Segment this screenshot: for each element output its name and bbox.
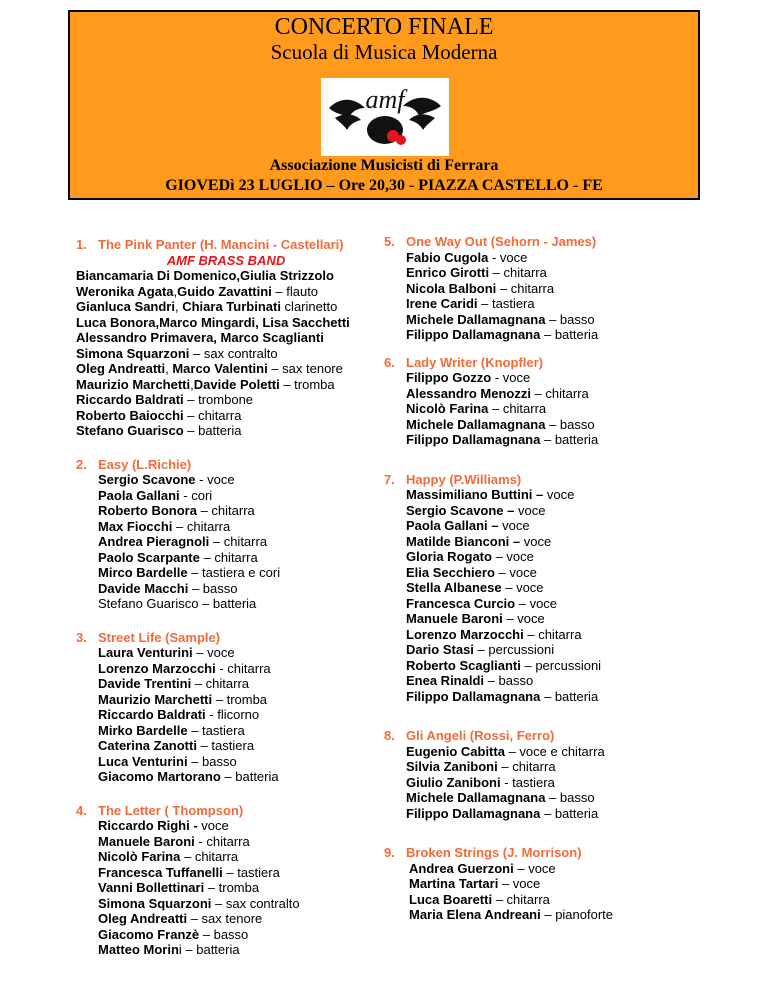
performer-name: Sergio Scavone <box>98 472 196 487</box>
performer-line <box>384 744 664 760</box>
performer-line <box>76 423 376 439</box>
performer-role: , <box>173 283 178 299</box>
performer-name: Maurizio Marchetti <box>98 691 213 707</box>
performer-name: Roberto Scaglianti <box>406 657 521 673</box>
performer-line <box>76 661 376 677</box>
performer-name: Oleg Andreatti <box>76 361 166 376</box>
performer-role: i – batteria <box>178 942 240 957</box>
performer-role: – tastiera <box>222 864 280 880</box>
performer-role: – chitarra <box>209 534 268 549</box>
performer-role: – chitarra <box>196 503 255 518</box>
program-left-column <box>76 237 376 958</box>
performer-role: – chitarra <box>523 626 582 642</box>
song-title-text: One Way Out (Sehorn - James) <box>406 234 597 249</box>
performer-name: Nicolò Farina <box>406 401 489 416</box>
concert-title: CONCERTO FINALE <box>274 14 494 40</box>
performer-line <box>384 658 664 674</box>
performer-name: Manuele Baroni <box>98 833 195 849</box>
performer-role: – chitarra <box>497 759 556 774</box>
song-block-8 <box>384 728 664 821</box>
performer-name: Max Fiocchi <box>98 518 173 534</box>
performer-role: , <box>190 376 194 392</box>
performer-name: Elia Secchiero <box>406 564 495 580</box>
performer-role: – voce <box>491 549 534 564</box>
performer-name: Paola Gallani <box>98 487 180 503</box>
performer-line <box>384 876 664 892</box>
performer-role: – chitarra <box>183 407 242 423</box>
performer-line <box>76 392 376 408</box>
performer-name: Silvia Zaniboni <box>406 759 498 774</box>
performer-line <box>384 503 664 519</box>
performer-name: Guido Zavattini <box>177 283 272 299</box>
song-title-text: The Pink Panter (H. Mancini - Castellari) <box>98 237 344 252</box>
performer-line <box>384 487 664 503</box>
performer-name: Alessandro Primavera, Marco Scaglianti <box>76 330 324 345</box>
performer-role: – sax tenore <box>267 361 343 376</box>
performer-name: Massimiliano Buttini – <box>406 487 544 502</box>
performer-role: voce <box>514 502 546 518</box>
performer-name: Stella Albanese <box>406 580 502 595</box>
performer-name: Riccardo Baldrati <box>76 392 184 407</box>
performer-line <box>76 299 376 315</box>
performer-role: – sax contralto <box>211 895 300 911</box>
performer-line <box>384 689 664 705</box>
performer-role: – tastiera <box>477 296 535 311</box>
performer-name: Michele Dallamagnana <box>406 311 546 327</box>
performer-name: Michele Dallamagnana <box>406 790 546 805</box>
performer-name: Davide Poletti <box>193 376 280 392</box>
performer-role: – tastiera e cori <box>187 565 281 580</box>
performer-role: voce <box>520 533 552 549</box>
song-number: 5. <box>384 234 395 249</box>
performer-role: – chitarra <box>180 849 239 864</box>
performer-name: Andrea Pieragnoli <box>98 534 210 549</box>
song-title <box>384 845 664 861</box>
performer-role: – voce <box>494 564 537 580</box>
performer-role: – percussioni <box>473 642 555 657</box>
song-title-text: Gli Angeli (Rossi, Ferro) <box>406 728 555 743</box>
performer-name: Giacomo Franzè <box>98 926 200 942</box>
performer-role: – chitarra <box>488 401 547 416</box>
performer-role: – voce e chitarra <box>504 743 605 759</box>
performer-name: Biancamaria Di Domenico,Giulia Strizzolo <box>76 268 334 283</box>
performer-role: – basso <box>545 416 595 432</box>
performer-line <box>384 642 664 658</box>
performer-role: – batteria <box>540 432 599 447</box>
performer-role: – batteria <box>540 688 599 704</box>
performer-name: Giacomo Martorano <box>98 769 221 784</box>
performer-role: – batteria <box>540 327 599 342</box>
performer-line <box>384 250 664 266</box>
performer-name: Simona Squarzoni <box>76 345 190 361</box>
amf-logo <box>321 78 449 156</box>
performer-line <box>76 911 376 927</box>
performer-name: Davide Trentini <box>98 676 192 691</box>
performer-name: Riccardo Righi - <box>98 818 202 833</box>
performer-name: Weronika Agata <box>76 283 174 299</box>
performer-line <box>384 611 664 627</box>
performer-name: Matteo Morin <box>98 942 179 957</box>
performer-name: Francesca Curcio <box>406 595 516 611</box>
performer-name: Matilde Bianconi – <box>406 533 521 549</box>
performer-line <box>76 738 376 754</box>
performer-name: Chiara Turbinati <box>182 299 281 314</box>
song-number: 1. <box>76 237 87 252</box>
performer-line <box>384 265 664 281</box>
performer-name: Fabio Cugola <box>406 249 489 265</box>
performer-role: – chitarra <box>492 891 550 907</box>
performer-role: – pianoforte <box>540 907 614 922</box>
performer-role: – chitarra <box>172 518 231 534</box>
performer-role: – basso <box>545 790 595 805</box>
performer-name: Paolo Scarpante <box>98 549 200 565</box>
song-number: 2. <box>76 456 87 472</box>
performer-name: Luca Venturini <box>98 753 188 769</box>
performer-name: Roberto Baiocchi <box>76 407 184 423</box>
song-title <box>76 630 376 646</box>
song-block-1 <box>76 237 376 439</box>
performer-role: – voce <box>501 580 544 595</box>
performer-line <box>76 676 376 692</box>
performer-line <box>76 284 376 300</box>
performer-name: Martina Tartari <box>409 876 499 891</box>
song-number: 9. <box>384 845 395 860</box>
performer-name: Mirko Bardelle <box>98 722 188 738</box>
performer-name: Maurizio Marchetti <box>76 376 191 392</box>
song-title-text: Broken Strings (J. Morrison) <box>406 845 582 860</box>
performer-role: , <box>165 361 173 376</box>
performer-role: – basso <box>484 673 534 688</box>
performer-line <box>384 518 664 534</box>
performer-role: – chitarra <box>489 265 547 280</box>
performer-line <box>384 432 664 448</box>
performer-line <box>76 268 376 284</box>
header-banner <box>68 10 700 200</box>
performer-line <box>384 417 664 433</box>
performer-line <box>76 472 376 488</box>
svg-text:amf: amf <box>365 85 405 114</box>
performer-name: Paola Gallani – <box>406 518 499 533</box>
performer-name: Irene Caridi <box>406 296 478 311</box>
performer-name: Roberto Bonora <box>98 503 197 518</box>
performer-name: Laura Venturini <box>98 645 193 660</box>
performer-name: Luca Boaretti <box>409 891 493 907</box>
performer-name: Sergio Scavone – <box>406 502 515 518</box>
performer-role: – batteria <box>183 423 242 438</box>
song-block-4 <box>76 803 376 958</box>
performer-role: – flauto <box>271 283 319 299</box>
performer-name: Filippo Gozzo <box>406 370 492 385</box>
performer-line <box>384 327 664 343</box>
performer-name: Mirco Bardelle <box>98 565 188 580</box>
performer-name: Oleg Andreatti <box>98 911 188 926</box>
performer-name: Alessandro Menozzi <box>406 385 531 401</box>
performer-line <box>384 370 664 386</box>
performer-role: clarinetto <box>280 299 338 314</box>
program-right-column <box>384 234 664 923</box>
performer-line <box>76 834 376 850</box>
performer-name: Stefano Guarisco <box>76 423 184 438</box>
performer-line <box>76 723 376 739</box>
performer-role: - voce <box>491 370 531 385</box>
performer-line <box>76 330 376 346</box>
song-number: 6. <box>384 354 395 370</box>
performer-line <box>384 806 664 822</box>
performer-line <box>76 361 376 377</box>
performer-role: – basso <box>199 926 249 942</box>
association-name: Associazione Musicisti di Ferrara <box>269 157 499 174</box>
performer-line <box>76 315 376 331</box>
performer-role: - cori <box>179 487 213 503</box>
performer-name: Riccardo Baldrati <box>98 707 206 722</box>
performer-line <box>384 892 664 908</box>
performer-line <box>384 775 664 791</box>
performer-name: Dario Stasi <box>406 642 474 657</box>
performer-line <box>76 565 376 581</box>
performer-line <box>384 790 664 806</box>
performer-line <box>384 673 664 689</box>
performer-name: Michele Dallamagnana <box>406 416 546 432</box>
performer-role: – voce <box>515 595 558 611</box>
performer-line <box>384 549 664 565</box>
performer-role: – chitarra <box>199 549 258 565</box>
performer-name: Lorenzo Marzocchi <box>98 660 216 676</box>
performer-role: , <box>174 299 183 314</box>
performer-role: voce <box>201 818 229 833</box>
song-title-text: Happy (P.Williams) <box>406 471 522 487</box>
performer-line <box>76 596 376 612</box>
performer-name: Marco Valentini <box>172 361 268 376</box>
song-number: 3. <box>76 629 87 645</box>
performer-role: voce <box>498 518 530 533</box>
performer-role: - voce <box>488 249 528 265</box>
performer-role: – chitarra <box>191 676 250 691</box>
performer-name: Enea Rinaldi <box>406 673 485 688</box>
performer-line <box>76 408 376 424</box>
performer-name: Nicolò Farina <box>98 849 181 864</box>
performer-line <box>384 627 664 643</box>
performer-role: – tastiera <box>187 722 245 738</box>
performer-line <box>384 296 664 312</box>
performer-name: Filippo Dallamagnana <box>406 432 541 447</box>
performer-line <box>76 519 376 535</box>
performer-role: - flicorno <box>205 707 260 722</box>
performer-name: Filippo Dallamagnana <box>406 805 541 821</box>
performer-line <box>76 942 376 958</box>
performer-name: Caterina Zanotti <box>98 738 197 753</box>
performer-line <box>76 880 376 896</box>
performer-role: - chitarra <box>215 660 271 676</box>
performer-name: Andrea Guerzoni <box>409 860 514 876</box>
song-title-text: Lady Writer (Knopfler) <box>406 354 543 370</box>
performer-role: - tastiera <box>500 774 555 790</box>
performer-role: – voce <box>192 645 235 660</box>
amf-logo-icon <box>321 78 449 156</box>
school-subtitle: Scuola di Musica Moderna <box>270 40 498 64</box>
performer-role: – tastiera <box>196 738 255 753</box>
performer-name: Davide Macchi <box>98 580 189 596</box>
song-block-2 <box>76 457 376 612</box>
performer-name: Vanni Bollettinari <box>98 880 205 895</box>
song-title-text: Street Life (Sample) <box>98 629 221 645</box>
performer-role: – chitarra <box>530 385 589 401</box>
performer-line <box>76 346 376 362</box>
song-number: 8. <box>384 728 395 743</box>
performer-name: Luca Bonora,Marco Mingardi, Lisa Sacchetti <box>76 314 350 330</box>
performer-name: Eugenio Cabitta <box>406 743 505 759</box>
performer-line <box>76 769 376 785</box>
performer-line <box>384 580 664 596</box>
performer-name: Filippo Dallamagnana <box>406 327 541 342</box>
song-number: 7. <box>384 471 395 487</box>
song-title <box>76 237 376 253</box>
performer-name: Francesca Tuffanelli <box>98 864 223 880</box>
song-block-5 <box>384 234 664 343</box>
song-block-3 <box>76 630 376 785</box>
song-block-7 <box>384 472 664 705</box>
performer-name: Enrico Girotti <box>406 265 490 280</box>
performer-name: Gloria Rogato <box>406 549 492 564</box>
song-title-text: The Letter ( Thompson) <box>98 802 244 818</box>
performer-line <box>384 861 664 877</box>
performer-line <box>76 754 376 770</box>
performer-line <box>76 692 376 708</box>
performer-line <box>384 312 664 328</box>
performer-name: Gianluca Sandri <box>76 299 175 314</box>
performer-line <box>76 896 376 912</box>
performer-line <box>384 596 664 612</box>
band-name: AMF BRASS BAND <box>166 252 286 268</box>
performer-name: Manuele Baroni <box>406 611 503 626</box>
performer-role: – chitarra <box>496 280 555 296</box>
performer-line <box>76 503 376 519</box>
performer-role: voce <box>543 487 575 502</box>
performer-line <box>384 401 664 417</box>
performer-role: - voce <box>195 472 235 487</box>
performer-line <box>76 534 376 550</box>
performer-line <box>384 907 664 923</box>
performer-role: – voce <box>502 611 545 626</box>
performer-name: Lorenzo Marzocchi <box>406 626 524 642</box>
song-title-text: Easy (L.Richie) <box>98 456 192 472</box>
performer-role: – sax tenore <box>187 911 263 926</box>
performer-role: – basso <box>188 580 238 596</box>
performer-line <box>76 818 376 834</box>
performer-line <box>76 645 376 661</box>
performer-line <box>384 534 664 550</box>
performer-role: – tromba <box>279 376 335 392</box>
song-block-9 <box>384 845 664 923</box>
song-block-6 <box>384 355 664 448</box>
performer-role: Stefano Guarisco – batteria <box>98 596 257 611</box>
performer-line <box>384 565 664 581</box>
performer-role: - chitarra <box>194 833 250 849</box>
performer-role: – basso <box>545 311 595 327</box>
performer-line <box>76 927 376 943</box>
date-location: GIOVEDì 23 LUGLIO – Ore 20,30 - PIAZZA CASTELLO - FE <box>165 177 603 194</box>
performer-role: – batteria <box>220 769 279 784</box>
song-title <box>76 803 376 819</box>
performer-role: – tromba <box>212 691 268 707</box>
performer-role: – voce <box>513 860 556 876</box>
performer-name: Giulio Zaniboni <box>406 774 501 790</box>
song-title <box>76 457 376 473</box>
performer-role: – voce <box>498 876 541 891</box>
performer-line <box>76 377 376 393</box>
performer-line <box>76 707 376 723</box>
performer-line <box>76 581 376 597</box>
performer-line <box>76 488 376 504</box>
song-title <box>384 234 664 250</box>
performer-role: – tromba <box>204 880 260 895</box>
song-title <box>384 472 664 488</box>
performer-role: – percussioni <box>520 657 602 673</box>
performer-role: – trombone <box>183 392 254 407</box>
performer-line <box>384 759 664 775</box>
performer-role: – batteria <box>540 805 599 821</box>
performer-role: – sax contralto <box>189 345 278 361</box>
performer-line <box>76 865 376 881</box>
song-number: 4. <box>76 802 87 818</box>
song-title <box>384 355 664 371</box>
performer-name: Nicola Balboni <box>406 280 497 296</box>
song-title <box>384 728 664 744</box>
performer-line <box>384 386 664 402</box>
performer-name: Simona Squarzoni <box>98 895 212 911</box>
performer-line <box>384 281 664 297</box>
performer-name: Filippo Dallamagnana <box>406 688 541 704</box>
performer-name: Maria Elena Andreani <box>409 907 541 922</box>
performer-role: – basso <box>187 753 237 769</box>
performer-line <box>76 849 376 865</box>
performer-line <box>76 550 376 566</box>
